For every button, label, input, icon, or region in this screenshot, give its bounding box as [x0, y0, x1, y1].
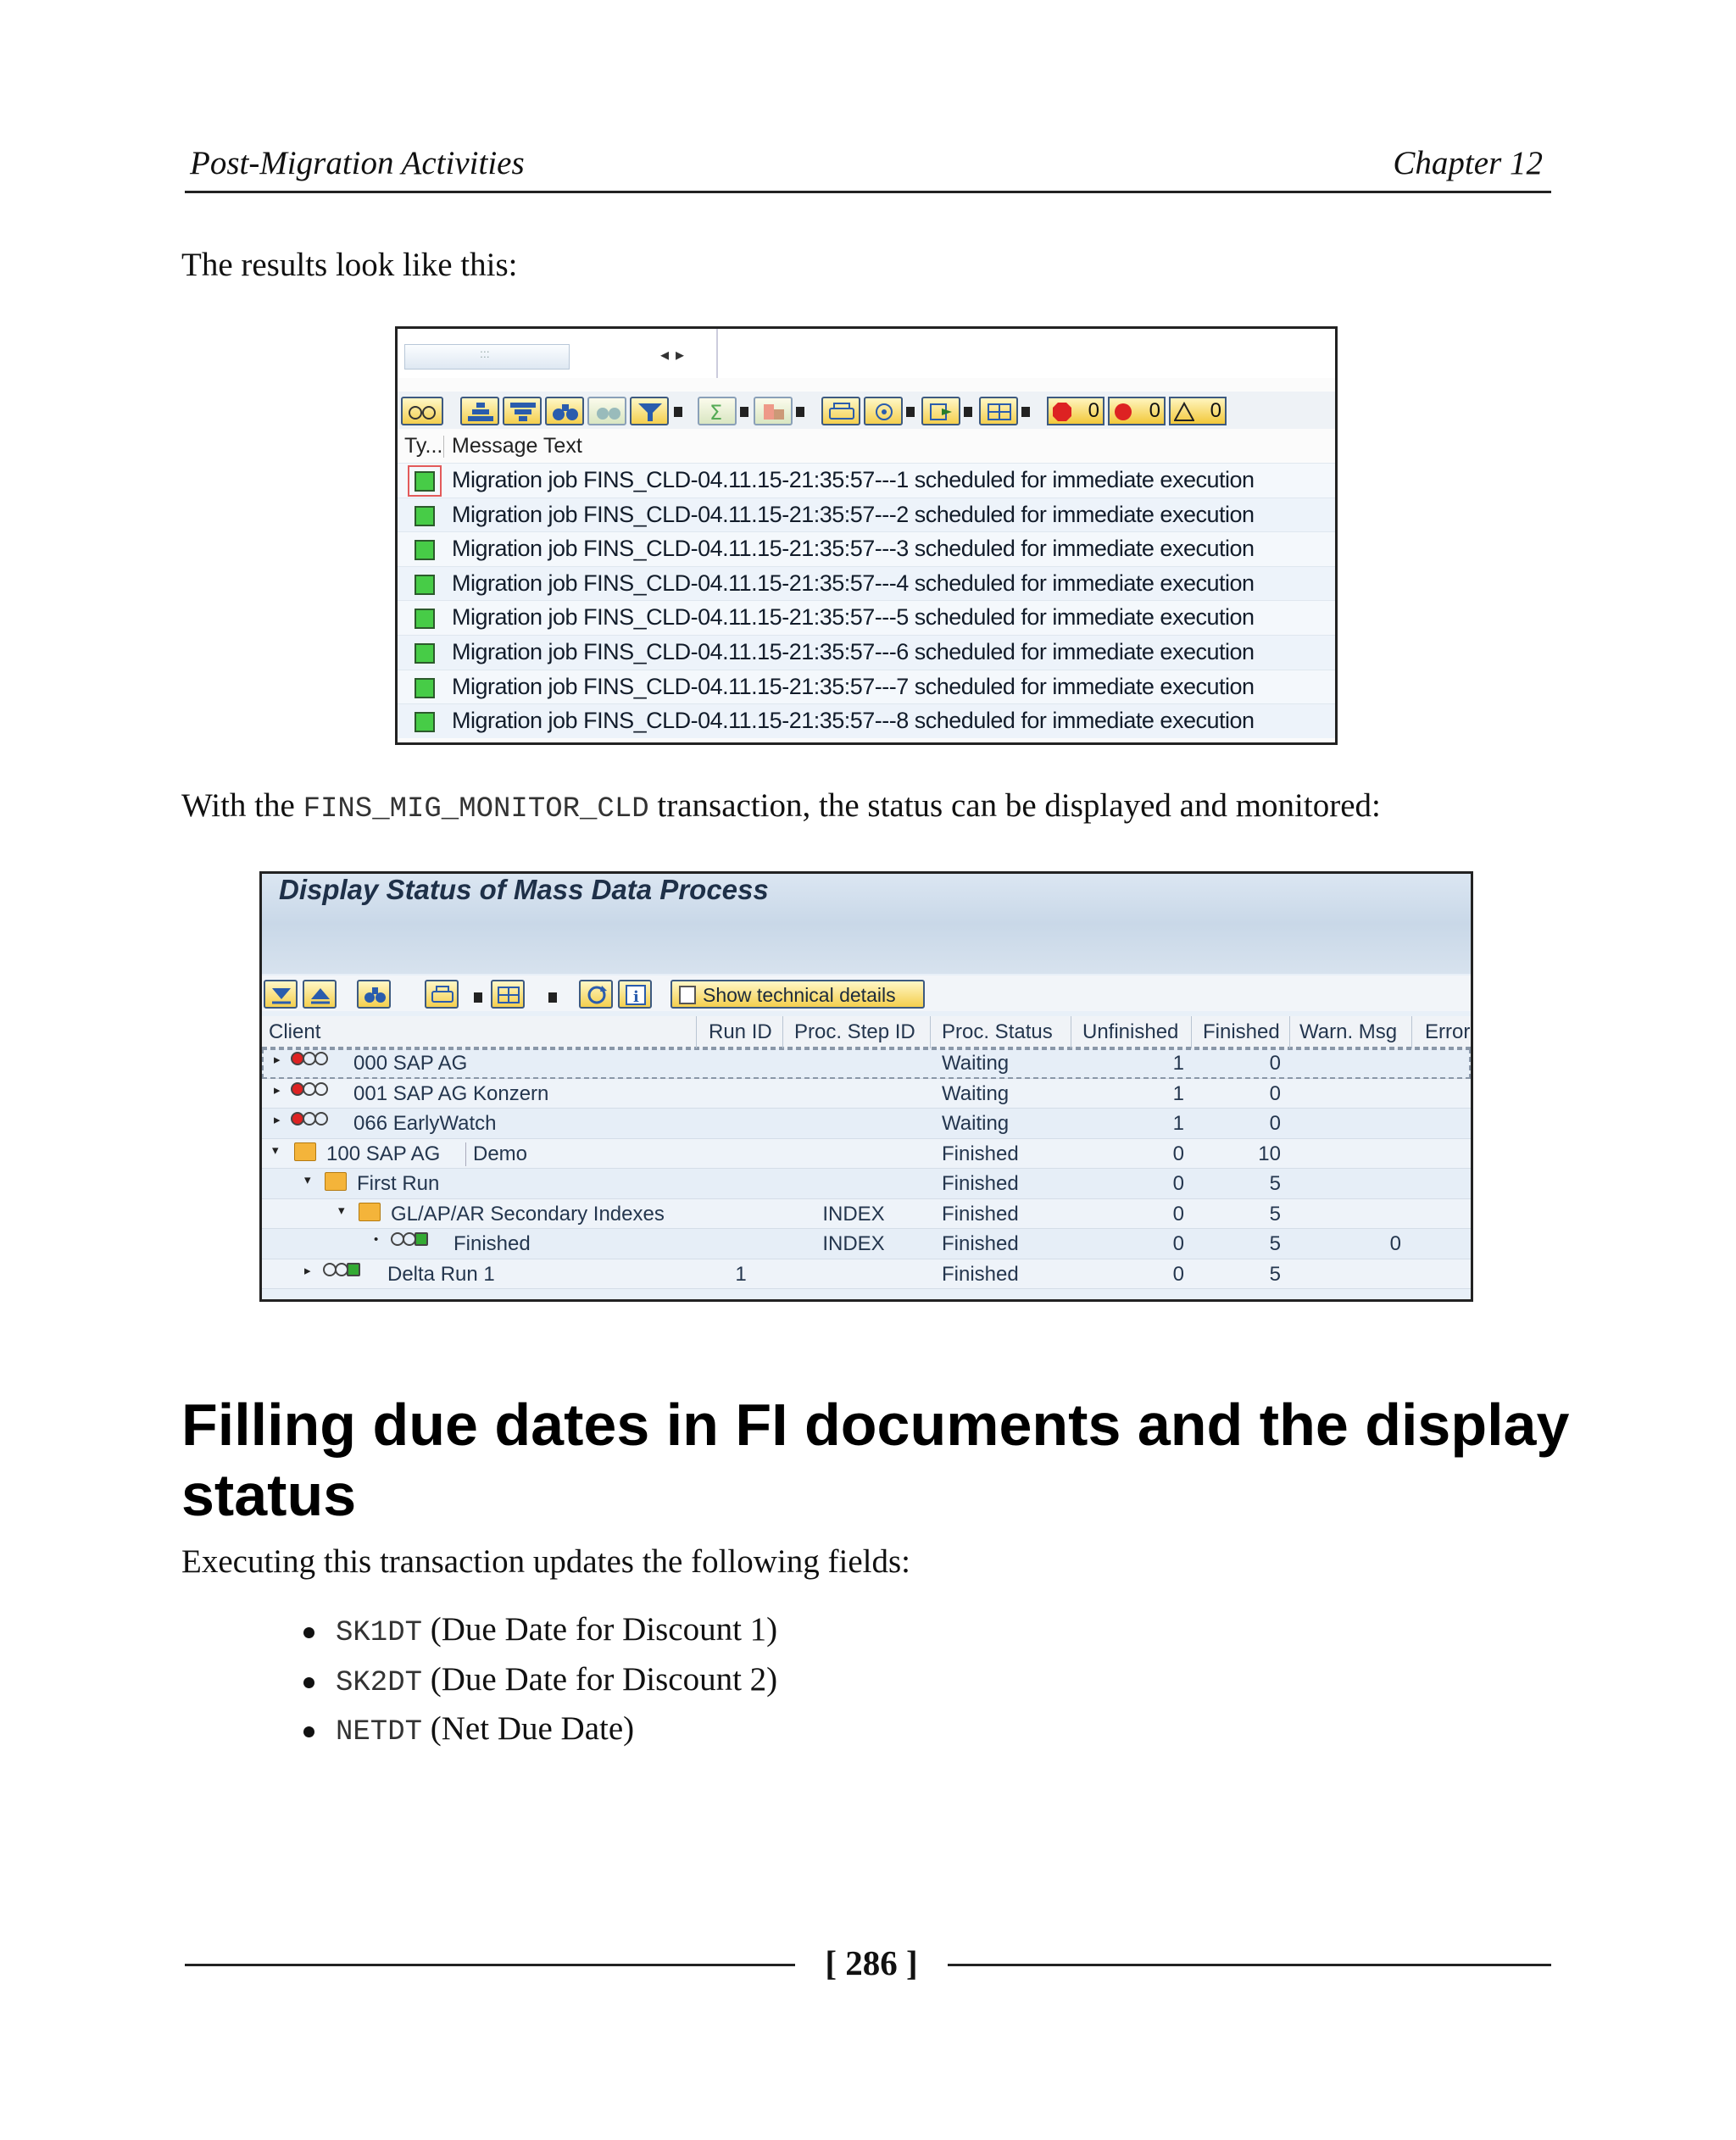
unfinished-column-header[interactable]: Unfinished	[1082, 1020, 1179, 1043]
log-row[interactable]: Migration job FINS_CLD-04.11.15-21:35:57---6 scheduled for immediate execution	[398, 635, 1335, 670]
info-button[interactable]	[618, 980, 652, 1009]
running-header	[185, 142, 1551, 193]
list-item: NETDT (Net Due Date)	[302, 1709, 777, 1759]
page-number: [ 286 ]	[825, 1943, 918, 1982]
folder-icon	[359, 1203, 381, 1221]
success-status-icon	[415, 678, 435, 698]
expand-button[interactable]	[264, 980, 298, 1009]
collapse-icon	[309, 984, 332, 1006]
details-button[interactable]	[401, 397, 443, 425]
scroll-arrows[interactable]: ◂▸	[660, 346, 692, 364]
total-dropdown-icon[interactable]	[740, 407, 748, 417]
export-dropdown-icon[interactable]	[964, 407, 972, 417]
monitor-title-bar	[262, 874, 1471, 974]
tree-row[interactable]: ▸ 000 SAP AG Waiting 1 0	[262, 1048, 1471, 1079]
subtotal-button[interactable]	[754, 397, 793, 425]
warning-triangle-icon	[1174, 402, 1194, 422]
print-dropdown-icon[interactable]	[474, 992, 482, 1003]
filter-icon	[635, 401, 665, 423]
warn-msg-column-header[interactable]: Warn. Msg	[1299, 1020, 1398, 1043]
expand-arrow-icon[interactable]: ▸	[274, 1113, 281, 1127]
export-button[interactable]	[921, 397, 960, 425]
collapse-arrow-icon[interactable]: ▾	[304, 1173, 311, 1187]
view-dropdown-icon[interactable]	[906, 407, 915, 417]
printer-icon	[431, 984, 454, 1006]
client-column-header[interactable]: Client	[269, 1020, 321, 1043]
log-row[interactable]: Migration job FINS_CLD-04.11.15-21:35:57---3 scheduled for immediate execution	[398, 531, 1335, 566]
tree-row[interactable]: ▾ First Run Finished 0 5	[262, 1169, 1471, 1199]
tree-row[interactable]: ▾ 100 SAP AG Demo Finished 0 10	[262, 1139, 1471, 1170]
success-status-icon	[415, 506, 435, 526]
monitor-text-before: With the	[181, 787, 303, 824]
log-row[interactable]: Migration job FINS_CLD-04.11.15-21:35:57---1 scheduled for immediate execution	[398, 463, 1335, 497]
refresh-icon	[585, 984, 609, 1006]
success-status-icon	[415, 609, 435, 629]
sort-ascending-button[interactable]	[460, 397, 499, 425]
stop-icon	[1052, 402, 1072, 422]
header-chapter: Chapter 12	[1393, 145, 1543, 181]
svg-text:i: i	[633, 988, 639, 1006]
find-button[interactable]	[545, 397, 584, 425]
splitter[interactable]	[716, 329, 718, 378]
show-technical-details-button[interactable]: Show technical details	[670, 980, 925, 1009]
log-row[interactable]: Migration job FINS_CLD-04.11.15-21:35:57---5 scheduled for immediate execution	[398, 600, 1335, 635]
traffic-light-red-icon	[291, 1112, 330, 1127]
traffic-light-red-icon	[291, 1052, 330, 1067]
grid-layout-icon	[497, 984, 520, 1006]
log-message-list	[398, 463, 1335, 738]
collapse-button[interactable]	[303, 980, 337, 1009]
collapse-arrow-icon[interactable]: ▾	[338, 1203, 345, 1218]
print-button[interactable]	[425, 980, 459, 1009]
error-column-header[interactable]: Error	[1425, 1020, 1471, 1043]
log-toolbar	[398, 392, 1335, 429]
intro-paragraph: The results look like this:	[181, 247, 518, 283]
sort-descending-icon	[508, 401, 538, 423]
success-status-icon	[415, 540, 435, 560]
print-button[interactable]	[821, 397, 860, 425]
log-row[interactable]: Migration job FINS_CLD-04.11.15-21:35:57---7 scheduled for immediate execution	[398, 670, 1335, 704]
log-input-field[interactable]: :::	[404, 344, 570, 370]
job-log-screenshot	[395, 326, 1338, 745]
expand-arrow-icon[interactable]: ▸	[274, 1082, 281, 1098]
monitor-title: Display Status of Mass Data Process	[279, 874, 769, 905]
expand-arrow-icon[interactable]: ▸	[274, 1053, 281, 1067]
traffic-light-red-icon	[291, 1082, 330, 1098]
monitor-text-after: transaction, the status can be displayed and monitored:	[648, 787, 1381, 824]
field-list	[302, 1610, 777, 1759]
folder-icon	[294, 1142, 316, 1161]
page-footer	[185, 1941, 1551, 1985]
type-column-header[interactable]: Ty...	[404, 434, 443, 458]
message-column-header[interactable]: Message Text	[452, 434, 582, 458]
sum-icon	[703, 401, 733, 423]
glasses-icon	[406, 401, 438, 423]
find-button[interactable]	[357, 980, 391, 1009]
printer-icon	[826, 401, 857, 423]
monitor-screenshot	[259, 871, 1473, 1302]
success-status-icon	[415, 575, 435, 595]
leaf-bullet-icon: •	[374, 1232, 379, 1247]
log-row[interactable]: Migration job FINS_CLD-04.11.15-21:35:57---2 scheduled for immediate execution	[398, 497, 1335, 532]
tree-row[interactable]: ▸ Delta Run 1 1 Finished 0 5	[262, 1259, 1471, 1290]
folder-icon	[325, 1172, 347, 1191]
log-row[interactable]: Migration job FINS_CLD-04.11.15-21:35:57---8 scheduled for immediate execution	[398, 703, 1335, 738]
binoculars-icon	[550, 401, 581, 423]
layout-dropdown-icon[interactable]	[548, 992, 557, 1003]
collapse-arrow-icon[interactable]: ▾	[272, 1142, 279, 1158]
proc-step-column-header[interactable]: Proc. Step ID	[794, 1020, 915, 1043]
monitor-paragraph	[181, 787, 1381, 825]
transaction-code: FINS_MIG_MONITOR_CLD	[303, 793, 649, 825]
find-next-icon	[593, 401, 623, 423]
finished-column-header[interactable]: Finished	[1203, 1020, 1280, 1043]
success-status-icon	[415, 471, 435, 492]
find-next-button[interactable]	[587, 397, 626, 425]
view-icon	[869, 401, 899, 423]
log-row[interactable]: Migration job FINS_CLD-04.11.15-21:35:57---4 scheduled for immediate execution	[398, 566, 1335, 601]
run-id-column-header[interactable]: Run ID	[709, 1020, 772, 1043]
svg-text:Σ: Σ	[709, 401, 723, 423]
section-heading: Filling due dates in FI documents and the display status	[181, 1392, 1570, 1528]
list-item: SK1DT (Due Date for Discount 1)	[302, 1610, 777, 1660]
warning-counter-button[interactable]: 0	[1169, 397, 1227, 425]
monitor-toolbar	[262, 976, 1471, 1011]
tree-row[interactable]: ▸ 001 SAP AG Konzern Waiting 1 0	[262, 1079, 1471, 1109]
body-paragraph: Executing this transaction updates the following fields:	[181, 1543, 910, 1580]
view-button[interactable]	[864, 397, 903, 425]
proc-status-column-header[interactable]: Proc. Status	[942, 1020, 1053, 1043]
layout-dropdown-icon[interactable]	[1021, 407, 1030, 417]
log-column-header	[398, 434, 1335, 459]
filter-button[interactable]	[630, 397, 669, 425]
stop-counter-button[interactable]: 0	[1108, 397, 1166, 425]
tree-row[interactable]: ▸ 066 EarlyWatch Waiting 1 0	[262, 1109, 1471, 1139]
list-item: SK2DT (Due Date for Discount 2)	[302, 1660, 777, 1710]
layout-button[interactable]	[979, 397, 1018, 425]
export-icon	[926, 401, 957, 423]
grid-layout-icon	[984, 401, 1015, 423]
refresh-button[interactable]	[579, 980, 613, 1009]
info-icon	[624, 984, 648, 1006]
layout-button[interactable]	[491, 980, 525, 1009]
error-counter-button[interactable]: 0	[1047, 397, 1104, 425]
traffic-light-green-icon	[323, 1263, 362, 1278]
success-status-icon	[415, 643, 435, 664]
log-top-bar	[398, 329, 1335, 378]
process-status-tree	[262, 1016, 1471, 1289]
header-section-title: Post-Migration Activities	[190, 145, 525, 181]
total-button[interactable]	[698, 397, 737, 425]
expand-arrow-icon[interactable]: ▸	[304, 1263, 311, 1278]
success-status-icon	[415, 712, 435, 732]
subtotal-dropdown-icon[interactable]	[796, 407, 804, 417]
tree-row[interactable]: • Finished INDEX Finished 0 5 0	[262, 1229, 1471, 1259]
subtotal-icon	[759, 401, 789, 423]
sort-descending-button[interactable]	[503, 397, 542, 425]
filter-dropdown-icon[interactable]	[674, 407, 682, 417]
sort-ascending-icon	[465, 401, 496, 423]
red-light-icon	[1113, 402, 1133, 422]
tree-row[interactable]: ▾ GL/AP/AR Secondary Indexes INDEX Finished 0 5	[262, 1199, 1471, 1230]
binoculars-icon	[363, 984, 387, 1006]
expand-icon	[270, 984, 293, 1006]
traffic-light-green-icon	[391, 1232, 430, 1248]
document-icon	[679, 986, 696, 1004]
